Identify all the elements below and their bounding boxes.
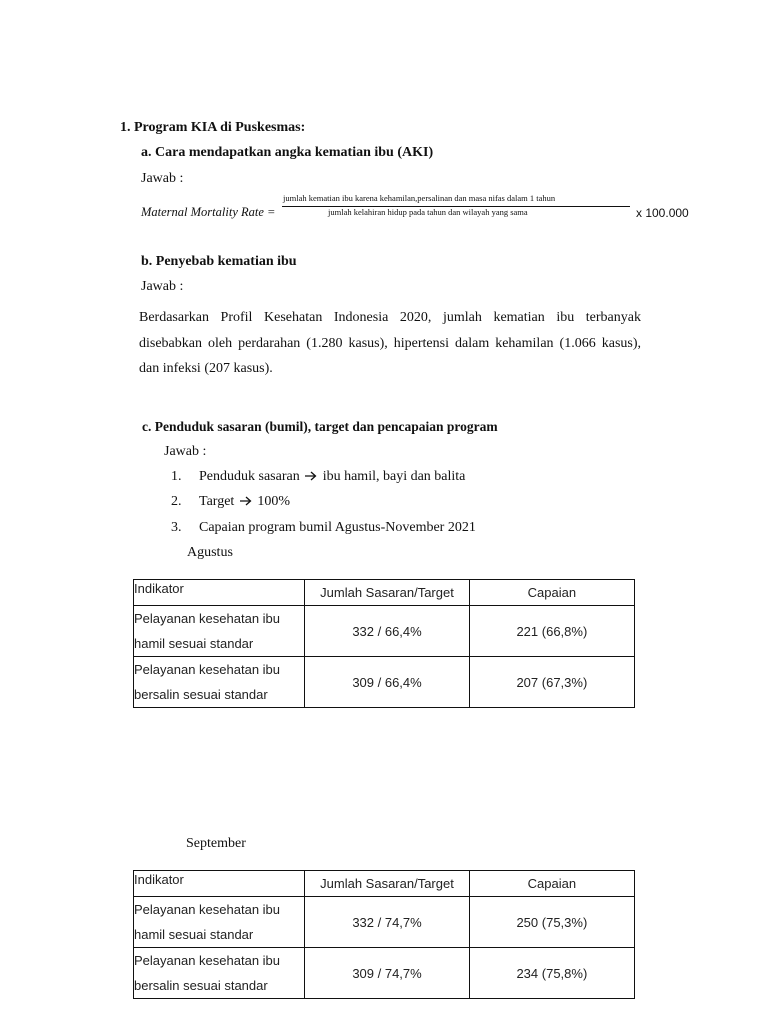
right-arrow-icon: [240, 496, 252, 506]
section-b-jawab: Jawab :: [141, 279, 184, 294]
list-number: 3.: [171, 520, 182, 535]
list-text: ibu hamil, bayi dan balita: [322, 469, 466, 484]
target-cell: 332 / 66,4%: [305, 606, 469, 657]
target-cell: 332 / 74,7%: [305, 897, 469, 948]
section-c-jawab: Jawab :: [164, 444, 207, 459]
section-a-jawab: Jawab :: [141, 171, 184, 186]
indikator-cell: [134, 606, 305, 657]
indikator-line: Pelayanan kesehatan ibu: [134, 662, 281, 677]
table-september: [133, 870, 635, 999]
list-item: [171, 494, 290, 510]
section-b-paragraph: Berdasarkan Profil Kesehatan Indonesia 2020, jumlah kematian ibu terbanyak disebabkan oleh perdarahan (1.280 kasus), hipertensi dalam kehamilan (1.066 kasus), dan infeksi (207 kasus).: [139, 310, 641, 376]
list-item: [171, 469, 465, 485]
capaian-cell: 250 (75,3%): [469, 897, 634, 948]
capaian-cell: 207 (67,3%): [469, 657, 634, 708]
indikator-cell: [134, 948, 305, 999]
table-agustus: [133, 579, 635, 708]
indikator-line: Pelayanan kesehatan ibu: [134, 902, 281, 917]
header-capaian: Capaian: [469, 580, 634, 606]
section-c-title: c. Penduduk sasaran (bumil), target dan pencapaian program: [142, 419, 498, 434]
list-text: Penduduk sasaran: [199, 469, 300, 484]
table-row: [134, 948, 635, 999]
month-label-september: September: [186, 836, 246, 851]
indikator-cell: [134, 897, 305, 948]
table-row: [134, 657, 635, 708]
list-number: 1.: [171, 469, 182, 484]
month-label-agustus: Agustus: [187, 545, 233, 560]
target-cell: 309 / 66,4%: [305, 657, 469, 708]
list-item: [171, 520, 476, 536]
indikator-line: hamil sesuai standar: [134, 636, 254, 651]
list-text: Target: [199, 494, 235, 509]
capaian-cell: 221 (66,8%): [469, 606, 634, 657]
table-row: [134, 606, 635, 657]
section-b-title: b. Penyebab kematian ibu: [141, 254, 297, 269]
formula-label: Maternal Mortality Rate =: [141, 205, 276, 219]
formula-multiplier: x 100.000: [636, 206, 689, 220]
header-target: Jumlah Sasaran/Target: [305, 580, 469, 606]
indikator-cell: [134, 657, 305, 708]
formula-numerator: jumlah kematian ibu karena kehamilan,persalinan dan masa nifas dalam 1 tahun: [283, 193, 556, 203]
capaian-cell: 234 (75,8%): [469, 948, 634, 999]
list-text: Capaian program bumil Agustus-November 2021: [199, 520, 476, 535]
table-header-row: [134, 871, 635, 897]
header-target: Jumlah Sasaran/Target: [305, 871, 469, 897]
indikator-line: Pelayanan kesehatan ibu: [134, 611, 281, 626]
header-indikator: Indikator: [134, 871, 305, 897]
table-header-row: [134, 580, 635, 606]
indikator-line: bersalin sesuai standar: [134, 687, 268, 702]
target-cell: 309 / 74,7%: [305, 948, 469, 999]
header-indikator: Indikator: [134, 580, 305, 606]
indikator-line: bersalin sesuai standar: [134, 978, 268, 993]
list-number: 2.: [171, 494, 182, 509]
page-heading: 1. Program KIA di Puskesmas:: [120, 120, 306, 135]
table-row: [134, 897, 635, 948]
section-a-title: a. Cara mendapatkan angka kematian ibu (AKI): [141, 145, 434, 160]
right-arrow-icon: [305, 471, 317, 481]
indikator-line: hamil sesuai standar: [134, 927, 254, 942]
list-text: 100%: [257, 494, 290, 509]
formula-denominator: jumlah kelahiran hidup pada tahun dan wilayah yang sama: [328, 207, 528, 217]
header-capaian: Capaian: [469, 871, 634, 897]
indikator-line: Pelayanan kesehatan ibu: [134, 953, 281, 968]
